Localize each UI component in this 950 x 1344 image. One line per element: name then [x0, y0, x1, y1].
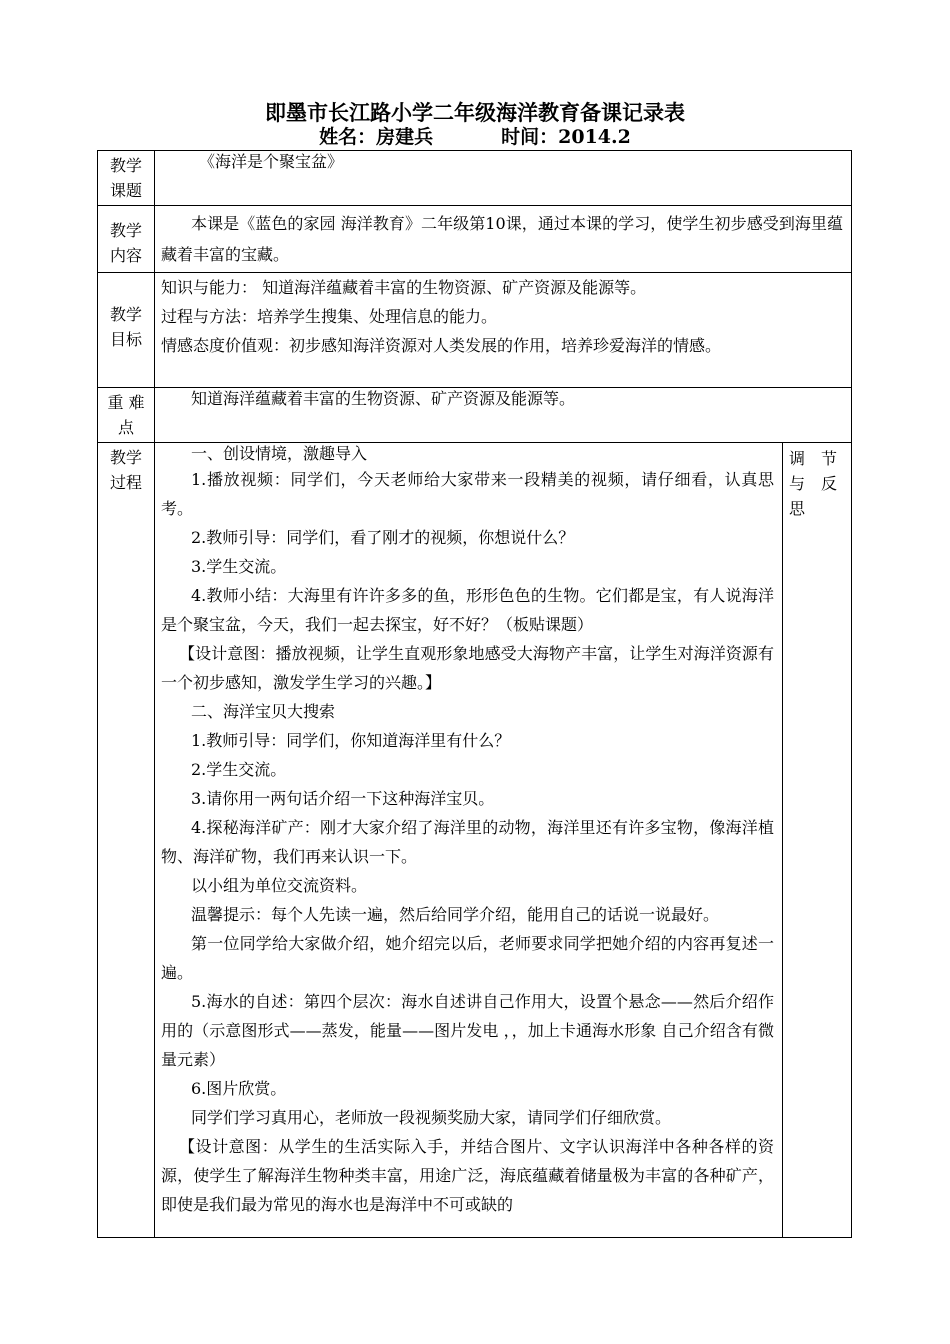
label-line: 教学	[109, 156, 142, 175]
process-paragraph: 1.教师引导：同学们，你知道海洋里有什么？	[191, 731, 511, 750]
label-goals	[98, 273, 155, 388]
lesson-plan-table	[97, 150, 852, 1238]
cell-content	[155, 206, 852, 273]
row-goals	[98, 273, 852, 388]
process-paragraph: 5.海水的自述：第四个层次：海水自述讲自己作用大，设置个悬念——然后介绍作用的（示意图形式——蒸发，能量——图片发电 ，，加上卡通海水形象 自己介绍含有微量元素）	[161, 992, 774, 1069]
label-topic	[98, 151, 155, 206]
label-line: 内容	[109, 246, 142, 265]
process-paragraph: 3.学生交流。	[191, 557, 287, 576]
goal-knowledge: 知识与能力： 知道海洋蕴藏着丰富的生物资源、矿产资源及能源等。	[161, 278, 647, 297]
process-paragraph: 以小组为单位交流资料。	[191, 876, 368, 895]
process-paragraph: 温馨提示：每个人先读一遍，然后给同学介绍，能用自己的话说一说最好。	[191, 905, 720, 924]
key-points-text: 知道海洋蕴藏着丰富的生物资源、矿产资源及能源等。	[191, 389, 576, 408]
content-text: 本课是《蓝色的家园 海洋教育》二年级第10课，通过本课的学习，使学生初步感受到海里蕴藏着丰富的宝藏。	[161, 214, 844, 264]
adjust-label-line: 调 节	[789, 449, 838, 468]
teacher-name: 姓名：房建兵	[319, 126, 434, 148]
label-line: 点	[117, 418, 134, 437]
label-line: 目标	[109, 330, 142, 349]
process-paragraph: 3.请你用一两句话介绍一下这种海洋宝贝。	[191, 789, 495, 808]
row-content	[98, 206, 852, 273]
cell-goals	[155, 273, 852, 388]
label-process	[98, 443, 155, 1238]
record-time: 时间：2014.2	[501, 126, 631, 148]
process-paragraph: 4.探秘海洋矿产：刚才大家介绍了海洋里的动物，海洋里还有许多宝物，像海洋植物、海洋矿物，我们再来认识一下。	[161, 818, 774, 866]
design-intent: 【设计意图：播放视频，让学生直观形象地感受大海物产丰富，让学生对海洋资源有一个初步感知，激发学生学习的兴趣。】	[161, 644, 774, 692]
row-key-points	[98, 388, 852, 443]
adjust-label-line: 思	[789, 499, 806, 518]
process-paragraph: 6.图片欣赏。	[191, 1079, 287, 1098]
process-paragraph: 4.教师小结：大海里有许许多多的鱼，形形色色的生物。它们都是宝，有人说海洋是个聚宝盆，今天，我们一起去探宝，好不好？（板贴课题）	[161, 586, 774, 634]
row-process	[98, 443, 852, 1238]
cell-process	[155, 443, 783, 1238]
process-paragraph: 第一位同学给大家做介绍，她介绍完以后，老师要求同学把她介绍的内容再复述一遍。	[161, 934, 774, 982]
label-line: 重 难	[107, 393, 145, 412]
label-line: 教学	[109, 305, 142, 324]
cell-topic	[155, 151, 852, 206]
document-subtitle	[0, 125, 950, 149]
design-intent: 【设计意图：从学生的生活实际入手，并结合图片、文字认识海洋中各种各样的资源，使学生了解海洋生物种类丰富，用途广泛，海底蕴藏着储量极为丰富的各种矿产，即使是我们最为常见的海水也是海洋中不可或缺的	[161, 1137, 774, 1214]
label-line: 教学	[109, 221, 142, 240]
adjust-label-line: 与 反	[789, 474, 838, 493]
process-paragraph: 一、创设情境，激趣导入	[191, 444, 368, 463]
process-paragraph: 2.教师引导：同学们，看了刚才的视频，你想说什么？	[191, 528, 575, 547]
process-paragraph: 二、海洋宝贝大搜索	[191, 702, 336, 721]
process-paragraph: 2.学生交流。	[191, 760, 287, 779]
label-line: 过程	[109, 473, 142, 492]
process-paragraph: 1.播放视频：同学们，今天老师给大家带来一段精美的视频，请仔细看，认真思考。	[161, 470, 774, 518]
goal-process: 过程与方法：培养学生搜集、处理信息的能力。	[161, 307, 498, 326]
cell-adjust-reflect	[783, 443, 852, 1238]
label-line: 课题	[109, 181, 142, 200]
label-line: 教学	[109, 448, 142, 467]
cell-key-points	[155, 388, 852, 443]
row-topic	[98, 151, 852, 206]
document-title: 即墨市长江路小学二年级海洋教育备课记录表	[265, 100, 685, 125]
label-key-points	[98, 388, 155, 443]
topic-text: 《海洋是个聚宝盆》	[199, 152, 344, 171]
label-content	[98, 206, 155, 273]
goal-emotion: 情感态度价值观：初步感知海洋资源对人类发展的作用，培养珍爱海洋的情感。	[161, 336, 722, 355]
process-paragraph: 同学们学习真用心，老师放一段视频奖励大家，请同学们仔细欣赏。	[191, 1108, 672, 1127]
